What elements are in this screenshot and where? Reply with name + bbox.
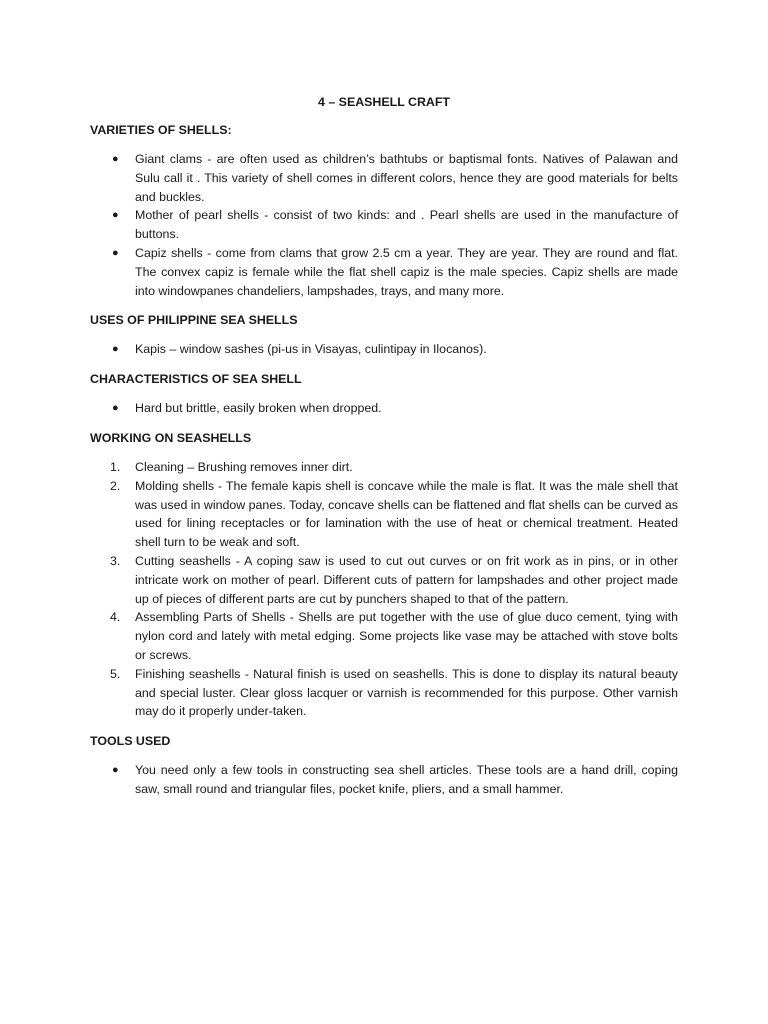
list-item: ● You need only a few tools in constructing sea shell articles. These tools are a hand drill, coping saw, small round and triangular files, pocket knife, pliers, and a small hammer.: [112, 763, 678, 796]
list-item: 1. Cleaning – Brushing removes inner dirt.: [90, 458, 678, 477]
section-heading-tools: TOOLS USED: [90, 734, 171, 749]
section-heading-uses: USES OF PHILIPPINE SEA SHELLS: [90, 313, 298, 328]
uses-list: [90, 340, 678, 359]
bullet-icon: ●: [112, 764, 119, 777]
characteristics-list: [90, 399, 678, 418]
document-content: [90, 94, 678, 811]
item-number: 2.: [110, 478, 121, 493]
list-item: 3. Cutting seashells - A coping saw is used to cut out curves or on frit work as in pins, or in other intricate work on mother of pearl. Different cuts of pattern for lampshades and other project made up of pieces of different parts are cut by punchers shaped to that of the pattern.: [110, 553, 678, 606]
working-list: [90, 458, 678, 721]
bullet-icon: ●: [112, 209, 119, 222]
section-heading-characteristics: CHARACTERISTICS OF SEA SHELL: [90, 372, 302, 387]
item-number: 5.: [110, 666, 121, 681]
document-title: 4 – SEASHELL CRAFT: [318, 95, 450, 109]
tools-list: [90, 761, 678, 799]
varieties-list: [90, 150, 678, 300]
bullet-icon: ●: [112, 153, 119, 165]
bullet-icon: ●: [112, 402, 119, 415]
list-item: ● Kapis – window sashes (pi-us in Visayas, culintipay in Ilocanos).: [90, 340, 678, 359]
list-item: ● Hard but brittle, easily broken when dropped.: [90, 399, 678, 418]
item-number: 3.: [110, 553, 121, 568]
item-number: 4.: [110, 610, 121, 625]
section-heading-varieties: VARIETIES OF SHELLS:: [90, 123, 232, 137]
bullet-icon: ●: [112, 246, 119, 259]
item-number: 1.: [110, 459, 121, 474]
list-item: 5. Finishing seashells - Natural finish is used on seashells. This is done to display its natural beauty and special luster. Clear gloss lacquer or varnish is recommended for this purpose. Other varnish may do it properly under-taken.: [110, 666, 678, 719]
list-item: ● Mother of pearl shells - consist of two kinds: and . Pearl shells are used in the manufacture of buttons.: [112, 208, 678, 242]
list-item: ● Capiz shells - come from clams that grow 2.5 cm a year. They are year. They are round and flat. The convex capiz is female while the flat shell capiz is the male species. Capiz shells are made into windowpanes chandeliers, lampshades, trays, and many more.: [112, 245, 678, 298]
list-item: 2. Molding shells - The female kapis shell is concave while the male is flat. It was the male shell that was used in window panes. Today, concave shells can be flattened and flat shells can be curved as used for lining receptacles or for lamination with the use of heat or chemical treatment. Heated shell turn to be weak and soft.: [110, 478, 678, 550]
section-heading-working: WORKING ON SEASHELLS: [90, 430, 252, 445]
list-item: ● Giant clams - are often used as children’s bathtubs or baptismal fonts. Natives of Palawan and Sulu call it . This variety of shell comes in different colors, hence they are good materials for belts and buckles.: [112, 152, 678, 204]
bullet-icon: ●: [112, 343, 119, 356]
list-item: 4. Assembling Parts of Shells - Shells are put together with the use of glue duco cement, tying with nylon cord and lately with metal edging. Some projects like vase may be attached with stove bolts or screws.: [110, 610, 678, 662]
